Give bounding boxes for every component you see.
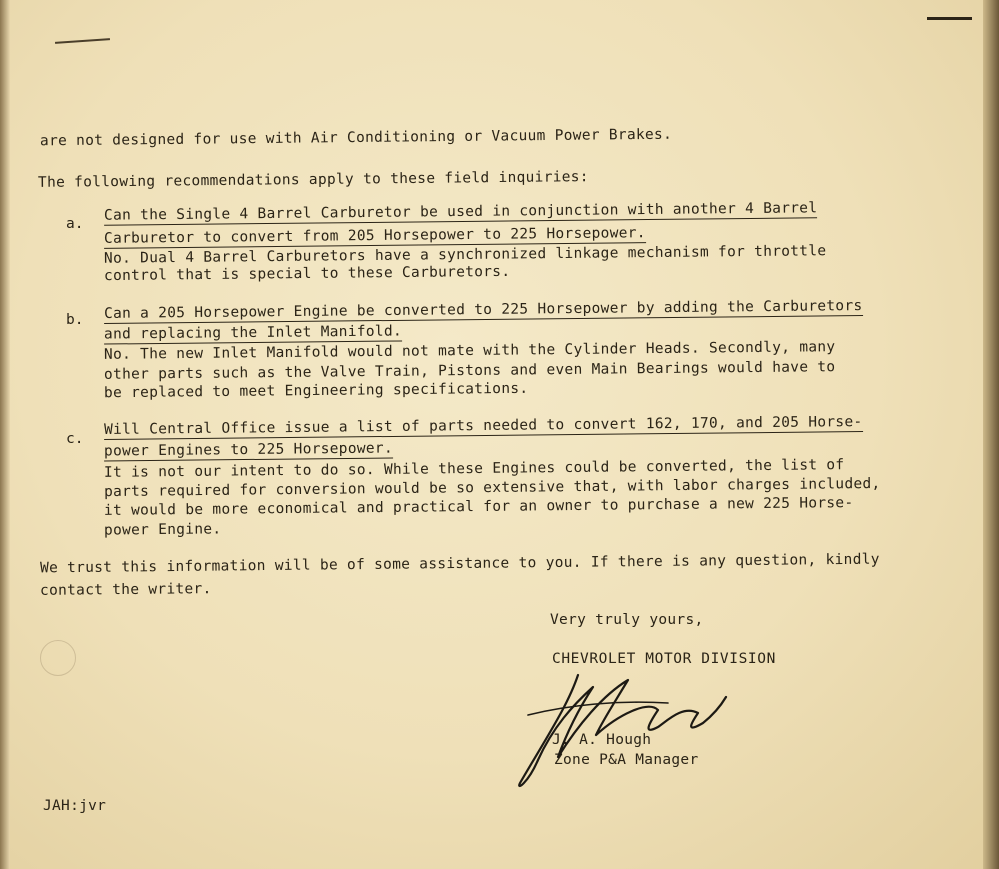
reference-initials: JAH:jvr (43, 798, 107, 814)
item-c-answer-3: it would be more economical and practical for an owner to purchase a new 225 Horse- (103, 495, 854, 519)
item-c-question-2-text: power Engines to 225 Horsepower. (103, 440, 394, 460)
item-a-answer-1: No. Dual 4 Barrel Carburetors have a synchronized linkage mechanism for throttle (103, 243, 827, 267)
salutation: Very truly yours, (550, 612, 704, 628)
item-c-answer-1: It is not our intent to do so. While these Engines could be converted, the list of (103, 457, 845, 481)
item-b-question-2-text: and replacing the Inlet Manifold. (103, 323, 403, 343)
item-b-answer-1: No. The new Inlet Manifold would not mate with the Cylinder Heads. Secondly, many (103, 339, 836, 363)
closing-line-1: We trust this information will be of some assistance to you. If there is any question, kindly (39, 551, 880, 577)
item-b-question-1-text: Can a 205 Horsepower Engine be converted to 225 Horsepower by adding the Carburetors (103, 298, 863, 322)
item-label-c: c. (66, 431, 84, 447)
item-c-question-2 (104, 440, 393, 459)
ink-mark (927, 17, 972, 20)
signer-title: Zone P&A Manager (554, 752, 699, 768)
signer-name: J. A. Hough (552, 732, 652, 748)
item-b-question-2 (104, 323, 402, 342)
item-a-question-1 (104, 200, 817, 223)
punch-hole-ring (40, 640, 76, 676)
company-name: CHEVROLET MOTOR DIVISION (552, 651, 776, 667)
recommend-line: The following recommendations apply to these field inquiries: (37, 169, 589, 191)
item-a-question-2-text: Carburetor to convert from 205 Horsepower to 225 Horsepower. (103, 225, 646, 247)
item-a-question-1-text: Can the Single 4 Barrel Carburetor be used in conjunction with another 4 Barrel (103, 200, 818, 224)
page-right-edge (983, 0, 999, 869)
pencil-mark (55, 38, 110, 44)
page-left-edge (0, 0, 10, 869)
item-b-question-1 (104, 298, 863, 322)
handwritten-signature (508, 665, 738, 795)
item-label-a: a. (66, 216, 84, 232)
item-a-question-2 (104, 225, 646, 247)
closing-line-2: contact the writer. (39, 581, 212, 599)
item-c-question-1 (104, 414, 863, 438)
item-b-answer-3: be replaced to meet Engineering specifications. (103, 380, 529, 402)
item-b-answer-2: other parts such as the Valve Train, Pistons and even Main Bearings would have to (103, 359, 836, 383)
item-a-answer-2: control that is special to these Carburetors. (103, 263, 511, 285)
item-c-answer-2: parts required for conversion would be so extensive that, with labor charges included, (103, 475, 881, 501)
item-c-question-1-text: Will Central Office issue a list of parts needed to convert 162, 170, and 205 Horse- (103, 414, 863, 438)
intro-line: are not designed for use with Air Conditioning or Vacuum Power Brakes. (39, 126, 673, 150)
item-label-b: b. (66, 312, 84, 328)
item-c-answer-4: power Engine. (103, 521, 222, 539)
